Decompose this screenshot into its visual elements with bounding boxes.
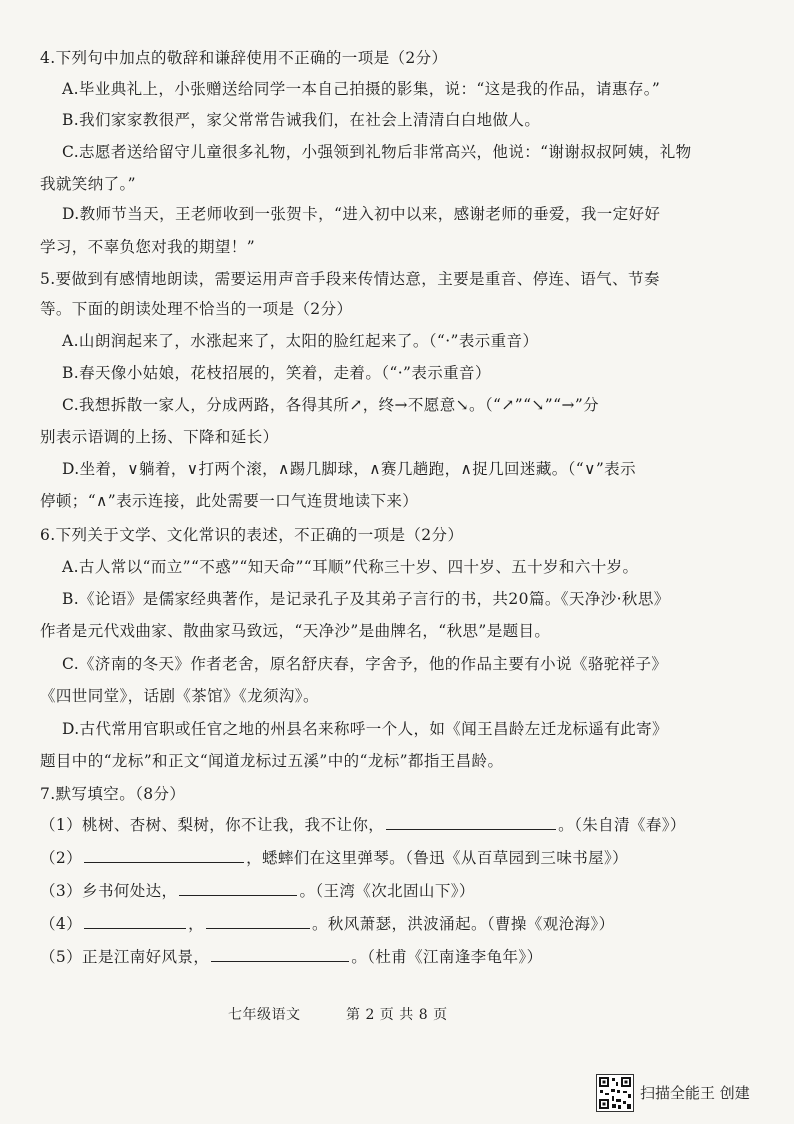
fill-line-5 (40, 947, 542, 967)
fill-line-3 (40, 881, 475, 901)
question-stem: 7.默写填空。（8分） (40, 785, 186, 803)
fill-line-1 (40, 815, 686, 835)
option-a: A.古人常以“而立”“不惑”“知天命”“耳顺”代称三十岁、四十岁、五十岁和六十岁。 (62, 558, 639, 576)
option-c: C.我想拆散一家人，分成两路，各得其所↗，终→不愿意↘。（“↗”“↘”“→”分 (62, 396, 600, 414)
option-b: B.我们家家教很严，家父常常告诫我们，在社会上清清白白地做人。 (62, 111, 541, 129)
option-d: D.教师节当天，王老师收到一张贺卡，“进入初中以来，感谢老师的垂爱，我一定好好 (62, 205, 661, 223)
option-d-continued: 学习，不辜负您对我的期望！” (40, 238, 256, 256)
option-c-continued: 别表示语调的上扬、下降和延长） (40, 428, 279, 446)
answer-blank[interactable] (206, 914, 310, 929)
option-c: C.志愿者送给留守儿童很多礼物，小强领到礼物后非常高兴，他说：“谢谢叔叔阿姨，礼物 (62, 143, 692, 161)
option-a: A.山朗润起来了，水涨起来了，太阳的脸红起来了。（“·”表示重音） (62, 332, 539, 350)
answer-blank[interactable] (179, 881, 297, 896)
fill-line-separator: ， (188, 915, 204, 933)
footer-subject: 七年级语文 (228, 1007, 301, 1023)
footer-page-number: 第 2 页 共 8 页 (346, 1007, 448, 1023)
option-b: B.春天像小姑娘，花枝招展的，笑着，走着。（“·”表示重音） (62, 364, 491, 382)
fill-line-suffix: 。秋风萧瑟，洪波涌起。（曹操《观沧海》） (311, 915, 615, 933)
option-b: B.《论语》是儒家经典著作，是记录孔子及其弟子言行的书，共20篇。《天净沙·秋思》 (62, 590, 670, 608)
option-d: D.古代常用官职或任官之地的州县名来称呼一个人，如《闻王昌龄左迁龙标遥有此寄》 (62, 720, 668, 738)
option-b-continued: 作者是元代戏曲家、散曲家马致远，“天净沙”是曲牌名，“秋思”是题目。 (40, 622, 551, 640)
answer-blank[interactable] (386, 815, 556, 830)
question-stem: 5.要做到有感情地朗读，需要运用声音手段来传情达意，主要是重音、停连、语气、节奏 (40, 270, 660, 288)
fill-line-suffix: 。（杜甫《江南逢李龟年》） (351, 948, 543, 966)
fill-line-suffix: 。（王湾《次北固山下》） (299, 882, 475, 900)
fill-line-prefix: （4） (40, 915, 83, 933)
answer-blank[interactable] (84, 848, 244, 863)
option-c-continued: 《四世同堂》，话剧《茶馆》《龙须沟》。 (40, 687, 319, 705)
question-stem-continued: 等。下面的朗读处理不恰当的一项是（2分） (40, 300, 353, 318)
option-a: A.毕业典礼上，小张赠送给同学一本自己拍摄的影集，说：“这是我的作品，请惠存。” (62, 80, 661, 98)
qr-code-icon (596, 1074, 634, 1112)
fill-line-suffix: 。（朱自清《春》） (558, 816, 686, 834)
fill-line-suffix: ，蟋蟀们在这里弹琴。（鲁迅《从百草园到三味书屋》） (246, 849, 629, 867)
fill-line-prefix: （2） (40, 849, 83, 867)
answer-blank[interactable] (84, 914, 186, 929)
option-d: D.坐着，∨躺着，∨打两个滚，∧踢几脚球，∧赛几趟跑，∧捉几回迷藏。（“∨”表示 (62, 460, 636, 478)
answer-blank[interactable] (211, 947, 349, 962)
option-d-continued: 题目中的“龙标”和正文“闻道龙标过五溪”中的“龙标”都指王昌龄。 (40, 752, 504, 770)
scanner-watermark-text: 扫描全能王 创建 (640, 1084, 750, 1102)
fill-line-prefix: （1）桃树、杏树、梨树，你不让我，我不让你， (40, 816, 385, 834)
question-stem: 4.下列句中加点的敬辞和谦辞使用不正确的一项是（2分） (40, 49, 448, 67)
option-d-continued: 停顿；“∧”表示连接，此处需要一口气连贯地读下来） (40, 492, 419, 510)
fill-line-2 (40, 848, 628, 868)
fill-line-4 (40, 914, 614, 934)
fill-line-prefix: （5）正是江南好风景， (40, 948, 210, 966)
option-c: C.《济南的冬天》作者老舍，原名舒庆春，字舍予，他的作品主要有小说《骆驼祥子》 (62, 655, 668, 673)
option-c-continued: 我就笑纳了。” (40, 175, 136, 193)
question-stem: 6.下列关于文学、文化常识的表述，不正确的一项是（2分） (40, 526, 464, 544)
fill-line-prefix: （3）乡书何处达， (40, 882, 178, 900)
